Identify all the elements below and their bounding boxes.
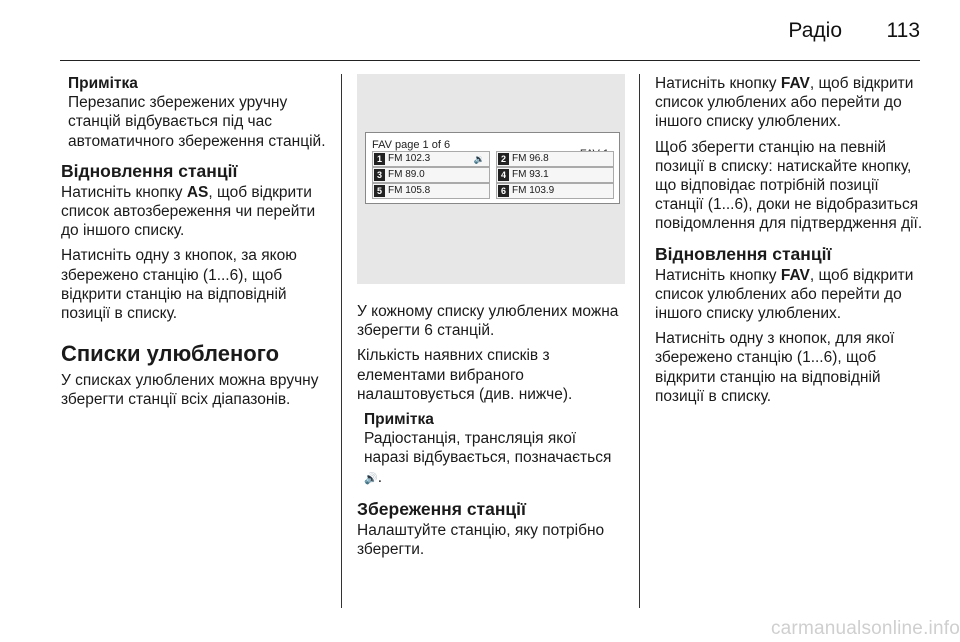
paragraph-as-button [61, 183, 331, 241]
note-title: Примітка [68, 75, 138, 92]
text: Натисніть кнопку [655, 75, 781, 92]
paragraph-tune-station: Налаштуйте станцію, яку потрібно зберегти. [357, 521, 605, 559]
preset-number: 1 [374, 153, 385, 165]
preset-number: 5 [374, 185, 385, 197]
heading-restore-station: Відновлення станції [61, 160, 238, 181]
preset-label: FM 89.0 [388, 169, 425, 180]
paragraph-six-stations: У кожному списку улюблених можна зберегти 6 станцій. [357, 303, 619, 340]
favourites-screen-illustration [357, 74, 625, 284]
note-text: Радіостанція, трансляція якої наразі відбувається, позначається [364, 430, 612, 467]
column-divider-right [639, 74, 640, 608]
speaker-icon: 🔊 [364, 472, 378, 485]
page-number: 113 [886, 19, 920, 42]
note-title: Примітка [364, 411, 434, 429]
column-middle [357, 74, 625, 565]
paragraph-save-position: Щоб зберегти станцію на певній позиції в списку: натискайте кнопку, що відповідає потрібній позиції станції (1...6), доки не відобразиться повідомлення для підтвердження дії. [655, 138, 923, 233]
button-name-as: AS [186, 183, 209, 201]
note-end: . [377, 468, 383, 486]
preset-slot-2 [496, 151, 614, 167]
paragraph-select-station: Натисніть одну з кнопок, за якою збережено станцію (1...6), щоб відкрити станцію на відповідній позиції в списку. [61, 247, 297, 323]
note-block [357, 410, 625, 489]
paragraph-select-station: Натисніть одну з кнопок, для якої збережено станцію (1...6), щоб відкрити станцію на відповідній позиції в списку. [655, 330, 895, 405]
note-text: Перезапис збережених уручну станцій відбувається під час автоматичного збереження станцій. [68, 94, 326, 150]
paragraph-fav-button [655, 266, 925, 324]
column-divider-left [341, 74, 342, 608]
preset-label: FM 96.8 [512, 153, 549, 164]
text: Натисніть кнопку [655, 266, 781, 284]
preset-label: FM 103.9 [512, 185, 555, 196]
preset-label: FM 105.8 [388, 185, 431, 196]
preset-number: 2 [498, 153, 509, 165]
preset-slot-5 [372, 183, 490, 199]
header-rule [60, 60, 920, 61]
preset-number: 6 [498, 185, 509, 197]
preset-slot-4 [496, 167, 614, 183]
button-name-fav: FAV [780, 75, 810, 92]
page-header [0, 0, 960, 62]
watermark: carmanualsonline.info [770, 618, 960, 639]
paragraph-favourites: У списках улюблених можна вручну зберегти станції всіх діапазонів. [61, 372, 319, 409]
favourites-screen [365, 132, 620, 204]
heading-favourites: Списки улюбленого [61, 341, 280, 367]
preset-label: FM 102.3 [388, 153, 431, 164]
preset-label: FM 93.1 [512, 169, 549, 180]
preset-slot-3 [372, 167, 490, 183]
preset-number: 3 [374, 169, 385, 181]
text: Натисніть кнопку [61, 183, 187, 201]
heading-restore-station: Відновлення станції [655, 243, 832, 264]
preset-slot-1 [372, 151, 490, 167]
text: , щоб відкрити список улюблених або перейти до іншого списку улюблених. [655, 266, 914, 323]
column-right [655, 74, 925, 412]
preset-slot-6 [496, 183, 614, 199]
paragraph-list-count: Кількість наявних списків з елементами вибраного налаштовується (див. нижче). [357, 347, 573, 403]
text: , щоб відкрити список автозбереження чи перейти до іншого списку. [61, 183, 316, 240]
column-left [61, 74, 331, 416]
note-block [61, 74, 331, 151]
preset-number: 4 [498, 169, 509, 181]
screen-header: FAV page 1 of 6 [372, 139, 451, 151]
button-name-fav: FAV [780, 266, 810, 284]
page-title: Радіо [788, 19, 842, 42]
speaker-icon: 🔉 [473, 154, 485, 164]
heading-save-station: Збереження станції [357, 498, 526, 519]
text: , щоб відкрити список улюблених або перейти до іншого списку улюблених. [655, 75, 914, 131]
paragraph-fav-button [655, 74, 925, 132]
